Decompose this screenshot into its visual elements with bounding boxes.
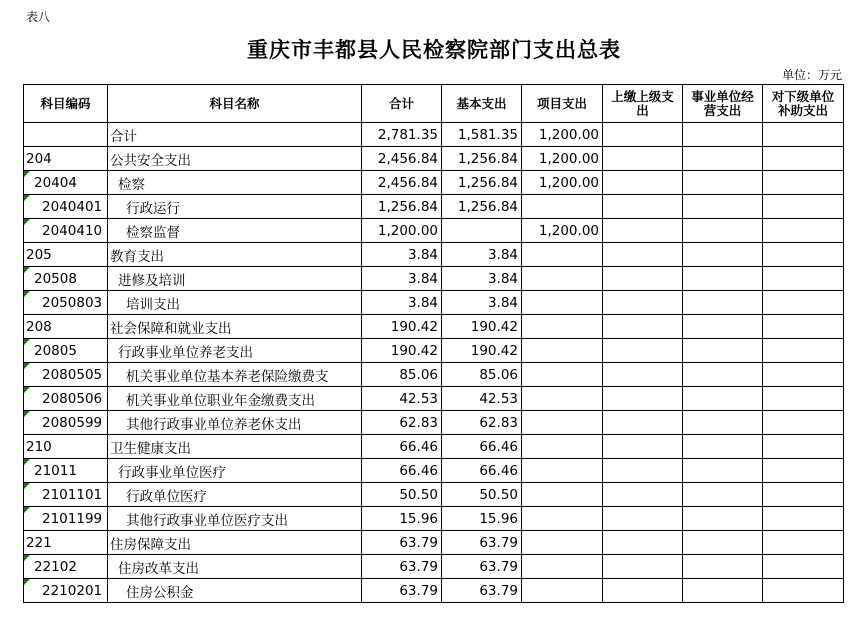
cell-business — [683, 483, 763, 507]
table-row — [24, 507, 844, 531]
cell-upper — [603, 267, 683, 291]
cell-subsidy — [763, 483, 844, 507]
cell-project — [522, 483, 603, 507]
cell-upper — [603, 459, 683, 483]
cell-subsidy — [763, 195, 844, 219]
cell-name: 进修及培训 — [108, 267, 362, 291]
cell-basic: 85.06 — [442, 363, 522, 387]
cell-name: 合计 — [108, 123, 362, 147]
cell-project — [522, 291, 603, 315]
cell-code: 210 — [24, 435, 108, 459]
cell-upper — [603, 483, 683, 507]
table-row — [24, 171, 844, 195]
cell-code: 22102 — [24, 555, 108, 579]
cell-name: 住房保障支出 — [108, 531, 362, 555]
table-row — [24, 435, 844, 459]
col-header-code: 科目编码 — [24, 85, 108, 123]
cell-code: 20508 — [24, 267, 108, 291]
cell-name: 培训支出 — [108, 291, 362, 315]
cell-subsidy — [763, 555, 844, 579]
cell-total: 2,456.84 — [362, 147, 442, 171]
cell-business — [683, 411, 763, 435]
table-row — [24, 219, 844, 243]
table-row — [24, 411, 844, 435]
cell-subsidy — [763, 147, 844, 171]
cell-business — [683, 339, 763, 363]
cell-name: 行政事业单位医疗 — [108, 459, 362, 483]
cell-subsidy — [763, 123, 844, 147]
cell-total: 50.50 — [362, 483, 442, 507]
cell-subsidy — [763, 531, 844, 555]
cell-upper — [603, 363, 683, 387]
col-header-name: 科目名称 — [108, 85, 362, 123]
cell-basic: 66.46 — [442, 435, 522, 459]
table-row — [24, 123, 844, 147]
cell-total: 3.84 — [362, 243, 442, 267]
cell-code — [24, 123, 108, 147]
cell-subsidy — [763, 219, 844, 243]
cell-code: 2101199 — [24, 507, 108, 531]
cell-name: 行政单位医疗 — [108, 483, 362, 507]
col-header-total: 合计 — [362, 85, 442, 123]
cell-business — [683, 363, 763, 387]
cell-basic: 15.96 — [442, 507, 522, 531]
cell-subsidy — [763, 579, 844, 603]
cell-code: 208 — [24, 315, 108, 339]
cell-name: 卫生健康支出 — [108, 435, 362, 459]
cell-basic: 42.53 — [442, 387, 522, 411]
table-row — [24, 555, 844, 579]
table-row — [24, 459, 844, 483]
cell-upper — [603, 555, 683, 579]
cell-upper — [603, 339, 683, 363]
cell-project — [522, 555, 603, 579]
cell-project — [522, 363, 603, 387]
cell-name: 机关事业单位职业年金缴费支出 — [108, 387, 362, 411]
cell-business — [683, 147, 763, 171]
cell-business — [683, 195, 763, 219]
cell-total: 2,456.84 — [362, 171, 442, 195]
cell-project: 1,200.00 — [522, 219, 603, 243]
table-row — [24, 363, 844, 387]
cell-project — [522, 507, 603, 531]
cell-upper — [603, 291, 683, 315]
cell-code: 20404 — [24, 171, 108, 195]
cell-project: 1,200.00 — [522, 147, 603, 171]
cell-upper — [603, 387, 683, 411]
cell-total: 3.84 — [362, 291, 442, 315]
table-row — [24, 195, 844, 219]
cell-project — [522, 315, 603, 339]
cell-business — [683, 219, 763, 243]
header-row — [24, 85, 844, 123]
cell-name: 行政运行 — [108, 195, 362, 219]
cell-subsidy — [763, 435, 844, 459]
cell-total: 66.46 — [362, 435, 442, 459]
unit-label: 单位：万元 — [781, 68, 842, 82]
cell-upper — [603, 315, 683, 339]
cell-name: 其他行政事业单位养老休支出 — [108, 411, 362, 435]
cell-code: 2050803 — [24, 291, 108, 315]
table-row — [24, 267, 844, 291]
cell-code: 2080506 — [24, 387, 108, 411]
cell-code: 221 — [24, 531, 108, 555]
cell-code: 2210201 — [24, 579, 108, 603]
table-row — [24, 483, 844, 507]
cell-code: 204 — [24, 147, 108, 171]
cell-business — [683, 579, 763, 603]
cell-business — [683, 459, 763, 483]
cell-basic: 63.79 — [442, 531, 522, 555]
cell-basic: 1,581.35 — [442, 123, 522, 147]
cell-upper — [603, 123, 683, 147]
cell-project — [522, 339, 603, 363]
page-title: 重庆市丰都县人民检察院部门支出总表 — [247, 37, 621, 62]
cell-name: 检察监督 — [108, 219, 362, 243]
cell-basic: 63.79 — [442, 555, 522, 579]
cell-upper — [603, 195, 683, 219]
cell-code: 2080599 — [24, 411, 108, 435]
table-row — [24, 339, 844, 363]
cell-total: 190.42 — [362, 339, 442, 363]
cell-business — [683, 243, 763, 267]
cell-basic: 190.42 — [442, 315, 522, 339]
cell-code: 20805 — [24, 339, 108, 363]
cell-business — [683, 171, 763, 195]
cell-basic: 190.42 — [442, 339, 522, 363]
col-header-subsidy: 对下级单位补助支出 — [763, 85, 844, 123]
cell-subsidy — [763, 315, 844, 339]
cell-name: 教育支出 — [108, 243, 362, 267]
cell-code: 2101101 — [24, 483, 108, 507]
cell-total: 3.84 — [362, 267, 442, 291]
cell-basic: 3.84 — [442, 243, 522, 267]
cell-subsidy — [763, 267, 844, 291]
cell-basic: 1,256.84 — [442, 147, 522, 171]
cell-project — [522, 267, 603, 291]
cell-code: 2040410 — [24, 219, 108, 243]
cell-total: 63.79 — [362, 531, 442, 555]
cell-basic: 3.84 — [442, 267, 522, 291]
cell-total: 62.83 — [362, 411, 442, 435]
cell-project — [522, 579, 603, 603]
table-row — [24, 291, 844, 315]
cell-code: 2080505 — [24, 363, 108, 387]
cell-basic: 50.50 — [442, 483, 522, 507]
cell-business — [683, 123, 763, 147]
cell-total: 66.46 — [362, 459, 442, 483]
cell-upper — [603, 531, 683, 555]
cell-project — [522, 459, 603, 483]
cell-name: 公共安全支出 — [108, 147, 362, 171]
table-row — [24, 531, 844, 555]
cell-project — [522, 531, 603, 555]
cell-basic: 62.83 — [442, 411, 522, 435]
cell-total: 1,200.00 — [362, 219, 442, 243]
cell-upper — [603, 507, 683, 531]
cell-total: 63.79 — [362, 579, 442, 603]
cell-project: 1,200.00 — [522, 171, 603, 195]
cell-upper — [603, 147, 683, 171]
table-row — [24, 315, 844, 339]
cell-basic: 1,256.84 — [442, 171, 522, 195]
cell-code: 205 — [24, 243, 108, 267]
cell-subsidy — [763, 243, 844, 267]
cell-project — [522, 435, 603, 459]
cell-name: 住房公积金 — [108, 579, 362, 603]
col-header-basic: 基本支出 — [442, 85, 522, 123]
cell-subsidy — [763, 387, 844, 411]
cell-business — [683, 267, 763, 291]
cell-project: 1,200.00 — [522, 123, 603, 147]
table-number-label: 表八 — [26, 10, 51, 24]
cell-upper — [603, 171, 683, 195]
expenditure-table — [23, 84, 844, 603]
col-header-business: 事业单位经营支出 — [683, 85, 763, 123]
cell-subsidy — [763, 459, 844, 483]
cell-total: 63.79 — [362, 555, 442, 579]
cell-project — [522, 411, 603, 435]
cell-project — [522, 387, 603, 411]
cell-upper — [603, 243, 683, 267]
cell-business — [683, 315, 763, 339]
cell-upper — [603, 219, 683, 243]
cell-business — [683, 555, 763, 579]
cell-basic: 3.84 — [442, 291, 522, 315]
table-row — [24, 147, 844, 171]
cell-subsidy — [763, 291, 844, 315]
cell-name: 社会保障和就业支出 — [108, 315, 362, 339]
cell-project — [522, 195, 603, 219]
cell-basic: 1,256.84 — [442, 195, 522, 219]
cell-basic: 66.46 — [442, 459, 522, 483]
cell-code: 21011 — [24, 459, 108, 483]
cell-subsidy — [763, 363, 844, 387]
cell-subsidy — [763, 339, 844, 363]
cell-upper — [603, 411, 683, 435]
cell-total: 42.53 — [362, 387, 442, 411]
cell-subsidy — [763, 507, 844, 531]
cell-subsidy — [763, 411, 844, 435]
table-row — [24, 579, 844, 603]
cell-basic: 63.79 — [442, 579, 522, 603]
cell-project — [522, 243, 603, 267]
table-row — [24, 243, 844, 267]
col-header-project: 项目支出 — [522, 85, 603, 123]
cell-name: 行政事业单位养老支出 — [108, 339, 362, 363]
cell-name: 住房改革支出 — [108, 555, 362, 579]
cell-business — [683, 531, 763, 555]
cell-name: 机关事业单位基本养老保险缴费支 — [108, 363, 362, 387]
cell-subsidy — [763, 171, 844, 195]
cell-total: 15.96 — [362, 507, 442, 531]
cell-total: 2,781.35 — [362, 123, 442, 147]
col-header-upper: 上缴上级支出 — [603, 85, 683, 123]
cell-name: 检察 — [108, 171, 362, 195]
cell-business — [683, 435, 763, 459]
table-row — [24, 387, 844, 411]
cell-total: 1,256.84 — [362, 195, 442, 219]
cell-business — [683, 507, 763, 531]
cell-total: 85.06 — [362, 363, 442, 387]
cell-total: 190.42 — [362, 315, 442, 339]
cell-basic — [442, 219, 522, 243]
cell-upper — [603, 579, 683, 603]
cell-code: 2040401 — [24, 195, 108, 219]
cell-name: 其他行政事业单位医疗支出 — [108, 507, 362, 531]
cell-business — [683, 291, 763, 315]
cell-upper — [603, 435, 683, 459]
cell-business — [683, 387, 763, 411]
